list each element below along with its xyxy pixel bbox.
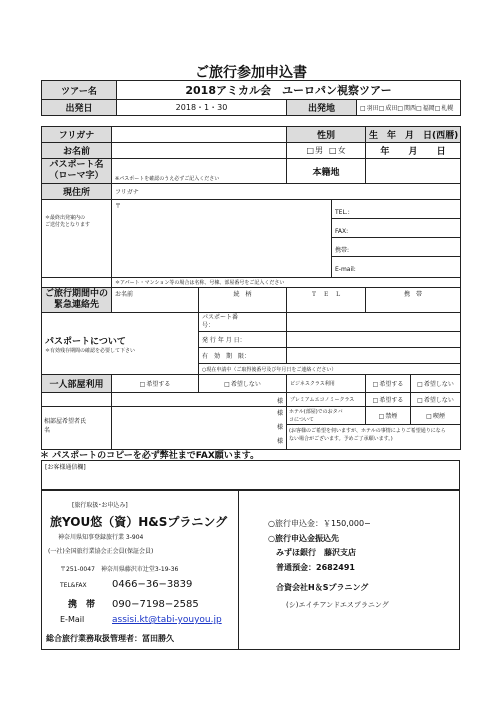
passport-label: パスポートについて [45,336,126,347]
comments-box[interactable] [41,460,460,490]
sama-2: 様 [276,410,283,417]
name-field[interactable] [112,143,287,159]
business-not-want-checkbox[interactable]: □ 希望しない [417,381,454,388]
departure-date-label: 出発日 [42,100,117,116]
address-field[interactable]: 〒 [112,200,332,278]
place-checkbox[interactable]: □ 羽田 [360,105,379,112]
email-field[interactable]: E-mail: [335,266,356,273]
agency-tel-label: TEL&FAX [60,582,87,589]
emergency-relation-field[interactable]: 続 柄 [199,288,287,313]
agency-mobile-label: 携 帯 [68,600,96,610]
passport-name-note: ※パスポートを確認のうえ必ずご記入ください [115,176,220,182]
business-want-checkbox[interactable]: □ 希望する [373,381,404,388]
emergency-name-field[interactable]: お名前 [112,288,199,313]
single-not-want-checkbox[interactable]: □ 希望しない [224,381,261,388]
place-checkbox[interactable]: □ 札幌 [435,105,454,112]
male-checkbox[interactable]: □ 男 [306,145,323,156]
passport-applying-option[interactable]: ○現在申請中（ご取得後番号及び年月日をご連絡ください） [199,364,461,375]
agency-name: 旅YOU悠（資）H&Sプラニング [50,515,228,529]
emergency-mobile-field[interactable]: 携 帯 [366,288,461,313]
female-checkbox[interactable]: □ 女 [329,146,346,155]
agency-postal: 〒251-0047 [60,566,95,573]
payment-account-number: 普通預金：2682491 [276,563,355,572]
agency-header: [旅行取扱･お申込み] [72,502,128,509]
payment-amount: ○旅行申込金：￥150,000− [268,519,371,528]
roommate-label: 相部屋希望者氏 名 [42,407,112,449]
premium-not-want-checkbox[interactable]: □ 希望しない [417,397,454,404]
place-checkbox[interactable]: □ 福岡 [416,105,435,112]
passport-name-label: パスポート名 （ローマ字） [42,159,112,184]
departure-date: 2018・1・30 [117,100,287,116]
passport-number-label: パスポート番 号： [199,313,287,332]
emergency-label: ご旅行期間中の 緊急連絡先 [42,288,112,313]
agency-box [41,490,460,650]
comments-label: [お客様通信欄] [45,464,86,471]
dob-field[interactable]: 年 月 日 [366,143,461,159]
tour-label: ツアー名 [42,81,117,100]
passport-number-field[interactable] [287,313,461,332]
passport-issue-label: 発 行 年 月 日： [199,332,287,348]
agency-email-label: E-Mail [60,615,85,624]
agency-email-link[interactable]: assisi.kt@tabi-youyou.jp [112,615,222,625]
place-checkbox[interactable]: □ 関西 [397,105,416,112]
agency-address: 神奈川県藤沢市辻堂3-19-36 [100,566,179,573]
mobile-field[interactable]: 携帯: [332,238,460,257]
payment-account-label: ○旅行申込金振込先 [268,534,339,543]
name-label: お名前 [42,143,112,159]
passport-note: ＊有効残存期間の確認を必要して下さい [45,347,136,354]
emergency-tel-field[interactable]: Ｔ Ｅ Ｌ [287,288,366,313]
hotel-note: (お客様のご希望を伺いますが、ホテルの事情によりご希望通りになら ない場合がございます。予めご了承願います。) [289,428,446,443]
departure-places [357,100,461,116]
form-title: ご旅行参加申込書 [195,65,307,81]
premium-want-checkbox[interactable]: □ 希望する [373,397,404,404]
smoking-checkbox[interactable]: □ 喫煙 [426,413,445,420]
furigana-label: フリガナ [42,127,112,143]
sama-3: 様 [276,424,283,431]
address-furigana[interactable]: フリガナ [112,184,461,200]
address-label: 現住所 [42,184,112,200]
payment-bank: みずほ銀行 藤沢支店 [276,548,356,557]
passport-copy-note: ＊ パスポートのコピーを必ず弊社までFAX願います。 [40,451,260,461]
dob-label: 生 年 月 日(西暦) [366,127,461,143]
place-checkbox[interactable]: □ 成田 [379,105,398,112]
agency-association: (一社)全国旅行業協会正会員(保証会員) [48,548,154,555]
departure-place-label: 出発地 [287,100,357,116]
single-room-label: 一人部屋利用 [42,375,112,393]
premium-label: プレミアムエコノミークラス [287,393,366,407]
no-smoking-checkbox[interactable]: □ 禁煙 [379,413,398,420]
passport-expiry-label: 有 効 期 限： [199,348,287,364]
sama-4: 様 [276,438,283,445]
nationality-field[interactable] [366,159,461,184]
single-want-checkbox[interactable]: □ 希望する [140,381,171,388]
hotel-smoking-label: ホテル(部屋)でのおタバ コについて [287,407,366,424]
payment-holder-kana: (シ)エイチアンドエスプラニング [286,601,389,609]
business-label: ビジネスクラス利用 [287,375,366,393]
passport-issue-field[interactable] [287,332,461,348]
tour-table [41,80,461,116]
nationality-label: 本籍地 [287,159,366,184]
agency-tel: 0466−36−3839 [112,579,193,590]
tel-field[interactable]: TEL.: [332,200,460,219]
send-note: ＊最終出発案内の ご送付先となります [42,200,112,278]
sama-1: 様 [276,398,283,405]
furigana-field[interactable] [112,127,287,143]
fax-field[interactable]: FAX: [332,219,460,238]
agency-manager: 総合旅行業務取扱管理者：冨田勝久 [46,634,174,643]
agency-registration: 神奈川県知事登録旅行業 3-904 [58,534,144,541]
passport-expiry-field[interactable] [287,348,461,364]
applicant-table [41,126,461,450]
passport-name-field[interactable] [112,159,287,184]
agency-mobile: 090−7198−2585 [112,599,199,610]
payment-holder: 合資会社H＆Sプラニング [276,583,369,592]
gender-label: 性別 [287,127,366,143]
tour-name: 2018アミカル会 ユーロパン視察ツアー [117,81,461,100]
apartment-note: ＊アパート・マンション等の場合は名称、号棟、部屋番号をご記入ください [112,278,461,288]
